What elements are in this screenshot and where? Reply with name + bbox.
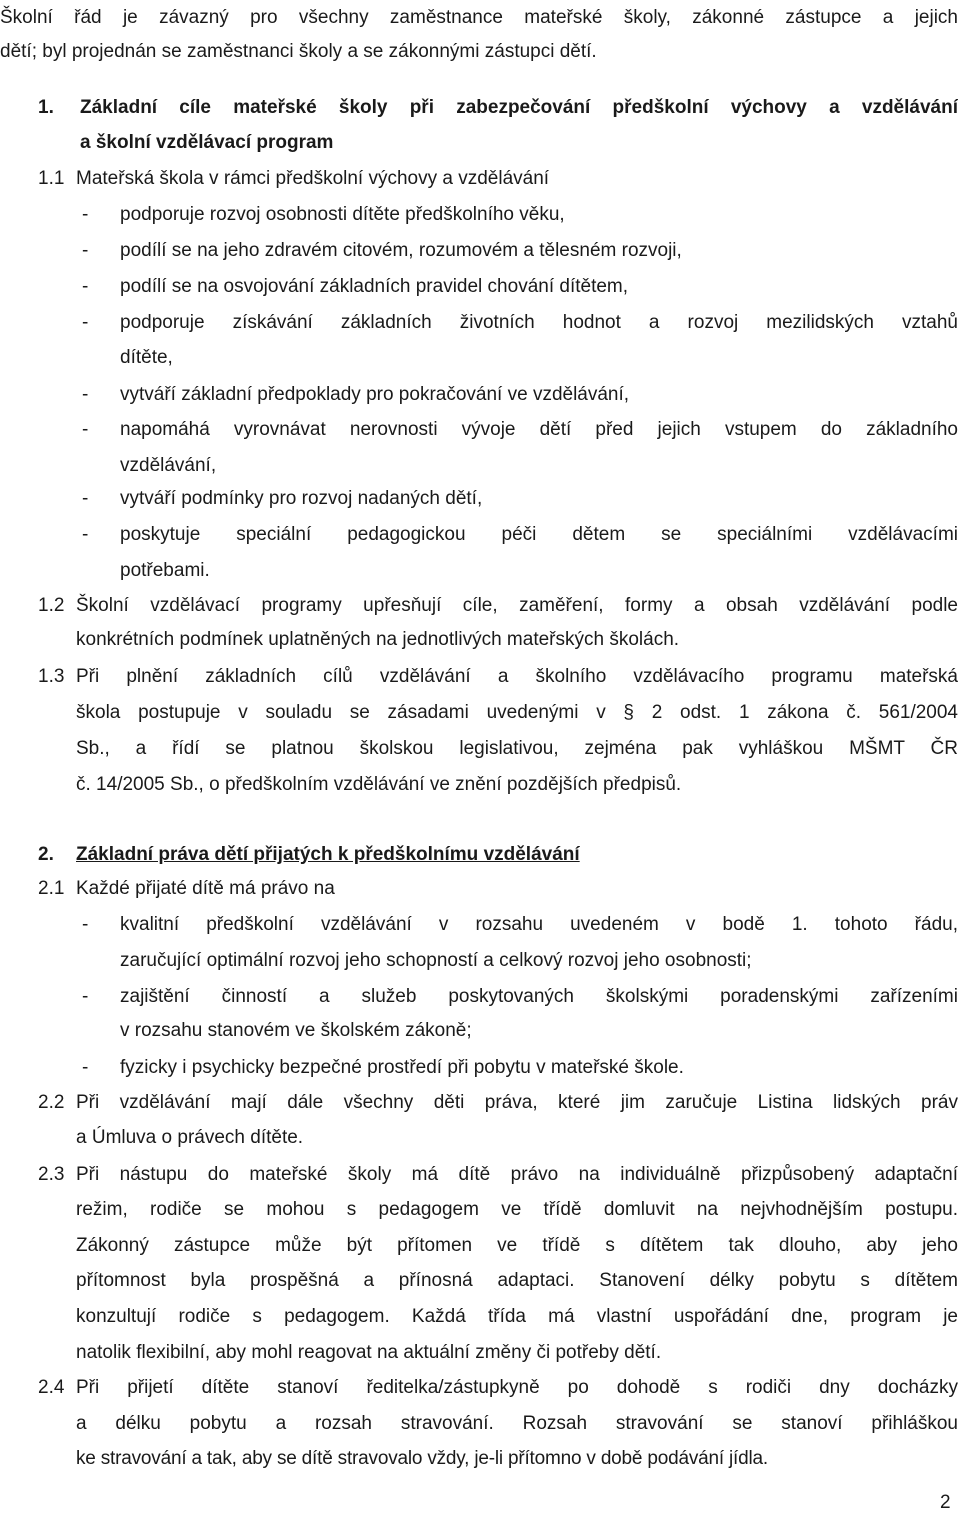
subsection-number: 2.4 xyxy=(38,1377,65,1398)
section-title: Základní cíle mateřské školy při zabezpečování předškolní výchovy a vzdělávání xyxy=(80,97,958,118)
paragraph-line: Při vzdělávání mají dále všechny děti práva, které jim zaručuje Listina lidských práv xyxy=(76,1092,958,1113)
section-title: a školní vzdělávací program xyxy=(80,132,334,153)
list-item: fyzicky i psychicky bezpečné prostředí při pobytu v mateřské škole. xyxy=(120,1057,684,1078)
list-dash: - xyxy=(82,914,89,935)
list-item-continuation: vzdělávání, xyxy=(120,455,217,476)
paragraph-line: Školní vzdělávací programy upřesňují cíle, zaměření, formy a obsah vzdělávání podle xyxy=(76,595,958,616)
list-item: vytváří podmínky pro rozvoj nadaných dětí, xyxy=(120,488,483,509)
intro-line: dětí; byl projednán se zaměstnanci školy a se zákonnými zástupci dětí. xyxy=(0,41,597,62)
list-item: podílí se na jeho zdravém citovém, rozumovém a tělesném rozvoji, xyxy=(120,240,682,261)
list-dash: - xyxy=(82,276,89,297)
list-dash: - xyxy=(82,524,89,545)
subsection-number: 2.1 xyxy=(38,878,65,899)
section-number: 2. xyxy=(38,844,54,865)
paragraph-line: a délku pobytu a rozsah stravování. Rozsah stravování se stanoví přihláškou xyxy=(76,1413,958,1434)
list-item: poskytuje speciální pedagogickou péči dětem se speciálními vzdělávacími xyxy=(120,524,958,545)
subsection-number: 2.3 xyxy=(38,1164,65,1185)
paragraph-line: přítomnost byla prospěšná a přínosná adaptaci. Stanovení délky pobytu s dítětem xyxy=(76,1270,958,1291)
section-number: 1. xyxy=(38,97,54,118)
list-item-continuation: v rozsahu stanovém ve školském zákoně; xyxy=(120,1020,472,1041)
list-item-continuation: zaručující optimální rozvoj jeho schopností a celkový rozvoj jeho osobnosti; xyxy=(120,950,752,971)
subsection-text: Mateřská škola v rámci předškolní výchovy a vzdělávání xyxy=(76,168,550,189)
paragraph-line: č. 14/2005 Sb., o předškolním vzdělávání ve znění pozdějších předpisů. xyxy=(76,774,682,795)
subsection-text: Každé přijaté dítě má právo na xyxy=(76,878,335,899)
list-dash: - xyxy=(82,312,89,333)
paragraph-line: ke stravování a tak, aby se dítě stravovalo vždy, je-li přítomno v době podávání jídla. xyxy=(76,1448,768,1469)
subsection-number: 1.1 xyxy=(38,168,65,189)
list-item-continuation: dítěte, xyxy=(120,347,173,368)
list-dash: - xyxy=(82,204,89,225)
paragraph-line: Při plnění základních cílů vzdělávání a školního vzdělávacího programu mateřská xyxy=(76,666,958,687)
paragraph-line: Při přijetí dítěte stanoví ředitelka/zástupkyně po dohodě s rodiči dny docházky xyxy=(76,1377,958,1398)
intro-line: Školní řád je závazný pro všechny zaměstnance mateřské školy, zákonné zástupce a jejich xyxy=(0,7,958,28)
list-dash: - xyxy=(82,488,89,509)
section-title: Základní práva dětí přijatých k předškolnímu vzdělávání xyxy=(76,844,580,865)
list-item: podporuje získávání základních životních hodnot a rozvoj mezilidských vztahů xyxy=(120,312,958,333)
list-dash: - xyxy=(82,240,89,261)
list-dash: - xyxy=(82,384,89,405)
paragraph-line: konzultují rodiče s pedagogem. Každá třída má vlastní uspořádání dne, program je xyxy=(76,1306,958,1327)
subsection-number: 1.2 xyxy=(38,595,65,616)
list-item: zajištění činností a služeb poskytovaných školskými poradenskými zařízeními xyxy=(120,986,958,1007)
paragraph-line: konkrétních podmínek uplatněných na jednotlivých mateřských školách. xyxy=(76,629,680,650)
paragraph-line: škola postupuje v souladu se zásadami uvedenými v § 2 odst. 1 zákona č. 561/2004 xyxy=(76,702,958,723)
paragraph-line: natolik flexibilní, aby mohl reagovat na aktuální změny či potřeby dětí. xyxy=(76,1342,662,1363)
subsection-number: 1.3 xyxy=(38,666,65,687)
paragraph-line: Sb., a řídí se platnou školskou legislativou, zejména pak vyhláškou MŠMT ČR xyxy=(76,738,958,759)
paragraph-line: Zákonný zástupce může být přítomen ve třídě s dítětem tak dlouho, aby jeho xyxy=(76,1235,958,1256)
list-item: podporuje rozvoj osobnosti dítěte předškolního věku, xyxy=(120,204,565,225)
list-item: vytváří základní předpoklady pro pokračování ve vzdělávání, xyxy=(120,384,630,405)
list-item: napomáhá vyrovnávat nerovnosti vývoje dětí před jejich vstupem do základního xyxy=(120,419,958,440)
paragraph-line: Při nástupu do mateřské školy má dítě právo na individuálně přizpůsobený adaptační xyxy=(76,1164,958,1185)
list-item: podílí se na osvojování základních pravidel chování dítětem, xyxy=(120,276,629,297)
list-dash: - xyxy=(82,986,89,1007)
page-number: 2 xyxy=(940,1492,951,1513)
list-dash: - xyxy=(82,1057,89,1078)
list-dash: - xyxy=(82,419,89,440)
paragraph-line: režim, rodiče se mohou s pedagogem ve třídě domluvit na nejvhodnějším postupu. xyxy=(76,1199,958,1220)
paragraph-line: a Úmluva o právech dítěte. xyxy=(76,1127,304,1148)
list-item-continuation: potřebami. xyxy=(120,560,210,581)
subsection-number: 2.2 xyxy=(38,1092,65,1113)
list-item: kvalitní předškolní vzdělávání v rozsahu uvedeném v bodě 1. tohoto řádu, xyxy=(120,914,958,935)
